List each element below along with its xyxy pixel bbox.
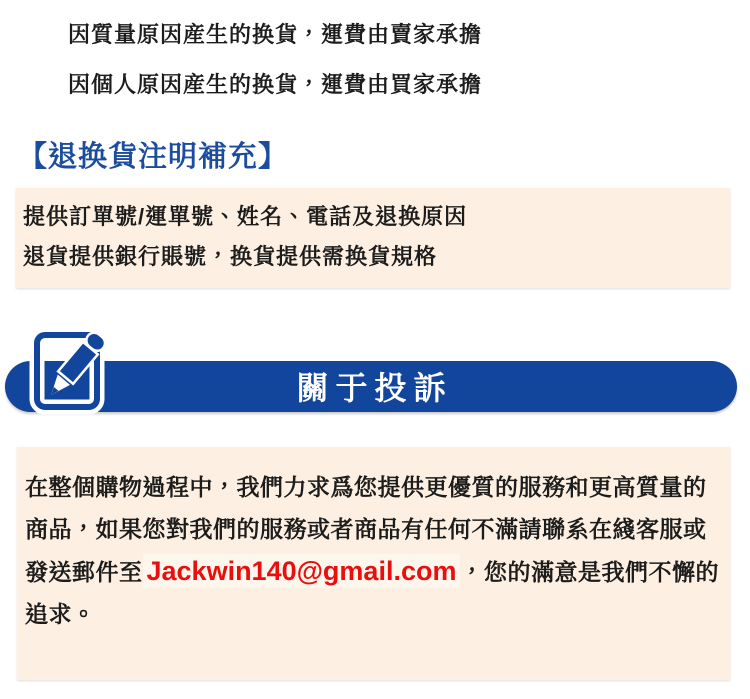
complaint-line-1: 在整個購物過程中，我們力求爲您提供更優質的服務和更高質量的 bbox=[25, 474, 707, 500]
complaint-banner-title: 關于投訴 bbox=[296, 369, 453, 406]
exchange-note-personal: 因個人原因産生的换貨，運費由買家承擔 bbox=[68, 72, 483, 97]
complaint-line-3 bbox=[25, 550, 722, 635]
complaint-line-3-prefix: 發送郵件至 bbox=[25, 559, 143, 585]
exchange-note-quality: 因質量原因産生的换貨，運費由賣家承擔 bbox=[68, 22, 483, 47]
pencil-edit-icon bbox=[20, 317, 115, 417]
complaint-box bbox=[17, 447, 730, 680]
supplement-heading: 【退换貨注明補充】 bbox=[18, 141, 289, 173]
complaint-line-2: 商品，如果您對我們的服務或者商品有任何不滿請聯系在綫客服或 bbox=[25, 516, 707, 542]
support-email: Jackwin140@gmail.com bbox=[143, 554, 461, 588]
supplement-line-bank-info: 退貨提供銀行賬號，换貨提供需换貨規格 bbox=[23, 244, 438, 269]
complaint-line-3-suffix: ，您的滿意是我們不懈的追求。 bbox=[25, 559, 719, 627]
supplement-line-order-info: 提供訂單號/運單號、姓名、電話及退换原因 bbox=[23, 204, 468, 229]
supplement-box bbox=[16, 188, 730, 288]
complaint-banner-section bbox=[0, 361, 750, 412]
